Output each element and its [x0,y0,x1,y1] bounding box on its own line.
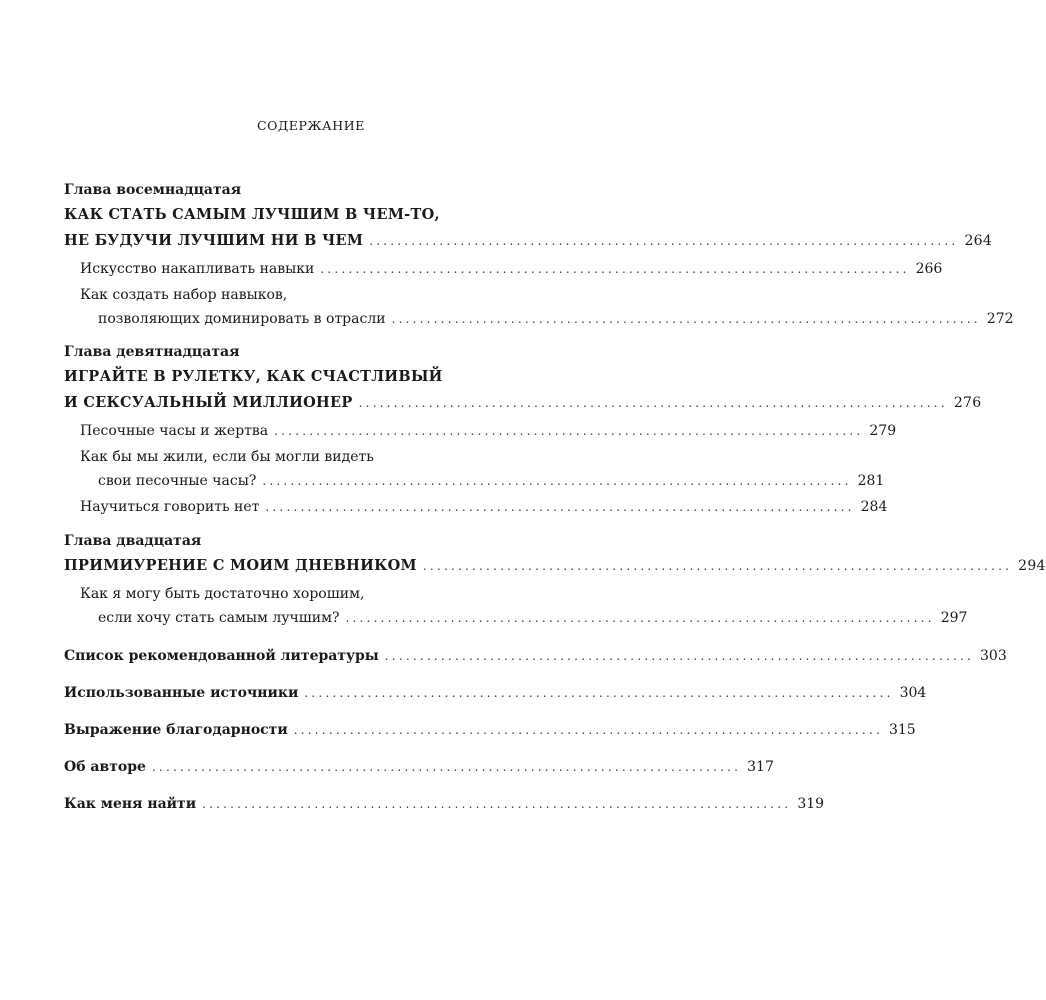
leader-dots: .................................................................................... [293,723,883,737]
page-number: 297 [940,610,968,626]
section-title-line2: позволяющих доминировать в отрасли [98,311,386,327]
chapter-title-20: ПРИМИУРЕНИЕ С МОИМ ДНЕВНИКОМ [64,557,417,574]
entry-title: Выражение благодарности [64,722,288,738]
chapter-label-20: Глава двадцатая [64,533,202,549]
leader-dots: .................................................................................... [304,686,894,700]
page-number: 276 [953,395,982,411]
leader-dots: .................................................................................... [369,234,959,248]
page-number: 279 [869,423,897,439]
toc-entry-section[interactable] [98,311,1014,327]
leader-dots: .................................................................................... [358,396,948,410]
section-title-line1: Как я могу быть достаточно хорошим, [80,586,365,602]
toc-entry-back-matter[interactable] [64,759,774,775]
toc-entry-chapter-19[interactable] [64,394,982,411]
toc-entry-chapter-20[interactable] [64,557,1046,574]
page-number: 315 [888,722,916,738]
leader-dots: .................................................................................... [391,312,981,326]
toc-entry-section[interactable] [98,610,968,626]
section-title: Научиться говорить нет [80,499,260,515]
leader-dots: .................................................................................... [202,797,792,811]
section-title: Песочные часы и жертва [80,423,269,439]
chapter-title-19-line1: ИГРАЙТЕ В РУЛЕТКУ, КАК СЧАСТЛИВЫЙ [64,368,443,385]
entry-title: Список рекомендованной литературы [64,648,379,664]
section-title-line1: Как создать набор навыков, [80,287,288,303]
chapter-label-18: Глава восемнадцатая [64,182,242,198]
page-number: 266 [915,261,943,277]
toc-entry-section[interactable] [80,423,897,439]
page-number: 294 [1018,558,1046,574]
entry-title: Как меня найти [64,796,197,812]
section-title-line2: если хочу стать самым лучшим? [98,610,340,626]
toc-entry-chapter-18[interactable] [64,232,993,249]
toc-entry-section[interactable] [80,261,943,277]
leader-dots: .................................................................................... [422,559,1013,573]
leader-dots: .................................................................................... [265,500,855,514]
toc-entry-back-matter[interactable] [64,648,1007,664]
page-number: 272 [986,311,1014,327]
page-number: 317 [747,759,774,775]
chapter-label-19: Глава девятнадцатая [64,344,240,360]
leader-dots: .................................................................................... [274,424,864,438]
leader-dots: .................................................................................... [151,760,742,774]
toc-entry-section[interactable] [98,473,885,489]
toc-entry-section[interactable] [80,499,888,515]
chapter-title-18-line1: КАК СТАТЬ САМЫМ ЛУЧШИМ В ЧЕМ-ТО, [64,206,440,223]
section-title-line1: Как бы мы жили, если бы могли видеть [80,449,374,465]
page-title: СОДЕРЖАНИЕ [257,118,365,133]
page-number: 281 [857,473,885,489]
section-title-line2: свои песочные часы? [98,473,257,489]
entry-title: Об авторе [64,759,146,775]
page-number: 284 [860,499,888,515]
entry-title: Использованные источники [64,685,299,701]
page-number: 304 [899,685,927,701]
page-number: 264 [964,233,993,249]
page-number: 319 [797,796,825,812]
toc-entry-back-matter[interactable] [64,796,825,812]
toc-entry-back-matter[interactable] [64,685,927,701]
chapter-title-19-line2: И СЕКСУАЛЬНЫЙ МИЛЛИОНЕР [64,394,353,411]
section-title: Искусство накапливать навыки [80,261,315,277]
toc-entry-back-matter[interactable] [64,722,916,738]
leader-dots: .................................................................................... [320,262,910,276]
leader-dots: .................................................................................... [262,474,852,488]
leader-dots: .................................................................................... [384,649,975,663]
leader-dots: .................................................................................... [345,611,935,625]
chapter-title-18-line2: НЕ БУДУЧИ ЛУЧШИМ НИ В ЧЕМ [64,232,364,249]
page-number: 303 [980,648,1007,664]
